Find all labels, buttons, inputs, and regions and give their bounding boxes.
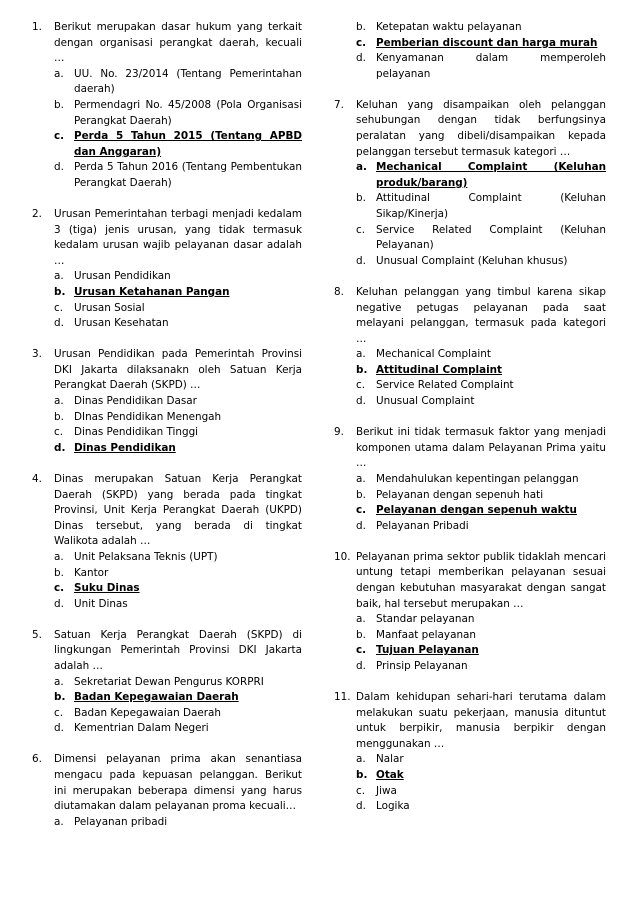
option-letter: d. bbox=[356, 52, 366, 65]
option-text: Urusan Kesehatan bbox=[74, 317, 169, 330]
option-letter: a. bbox=[54, 550, 64, 563]
answer-options bbox=[334, 160, 606, 269]
question-number: 7. bbox=[334, 98, 344, 111]
option-letter: a. bbox=[54, 67, 64, 80]
answer-option bbox=[54, 815, 302, 831]
question-number: 11. bbox=[334, 691, 351, 704]
option-text: Unusual Complaint (Keluhan khusus) bbox=[376, 254, 568, 267]
question-stem bbox=[32, 628, 302, 675]
answer-option bbox=[54, 425, 302, 441]
question-text: Urusan Pendidikan pada Pemerintah Provinsi DKI Jakarta dilaksanakn oleh Satuan Kerja Perangkat Daerah (SKPD) … bbox=[54, 348, 302, 392]
answer-options bbox=[334, 20, 606, 82]
option-letter: c. bbox=[54, 706, 64, 719]
answer-options bbox=[32, 67, 302, 192]
option-text: Pemberian discount dan harga murah bbox=[376, 36, 598, 49]
option-text: Mechanical Complaint bbox=[376, 348, 491, 361]
option-letter: d. bbox=[54, 597, 64, 610]
answer-option bbox=[54, 550, 302, 566]
option-text: Kementrian Dalam Negeri bbox=[74, 722, 209, 735]
answer-option bbox=[356, 752, 606, 768]
question-stem bbox=[32, 20, 302, 67]
answer-options bbox=[334, 752, 606, 814]
option-letter: d. bbox=[54, 317, 64, 330]
option-letter: b. bbox=[54, 286, 66, 298]
answer-option bbox=[356, 51, 606, 82]
answer-option bbox=[54, 98, 302, 129]
option-letter: c. bbox=[356, 223, 366, 236]
option-letter: a. bbox=[54, 270, 64, 283]
answer-options bbox=[334, 347, 606, 409]
answer-option bbox=[356, 378, 606, 394]
option-text: Attitudinal Complaint bbox=[376, 363, 503, 376]
option-text: Urusan Sosial bbox=[74, 301, 145, 314]
option-letter: d. bbox=[356, 395, 366, 408]
question-number: 4. bbox=[32, 472, 42, 485]
answer-option bbox=[54, 721, 302, 737]
question-number: 1. bbox=[32, 21, 42, 33]
option-text: Pelayanan Pribadi bbox=[376, 519, 469, 532]
question-item bbox=[32, 628, 302, 737]
option-text: Service Related Complaint (Keluhan Pelayanan) bbox=[376, 223, 606, 252]
answer-options bbox=[334, 612, 606, 674]
option-text: Service Related Complaint bbox=[376, 379, 514, 392]
option-letter: b. bbox=[356, 628, 366, 641]
answer-option-correct bbox=[54, 441, 302, 457]
option-text: Badan Kepegawaian Daerah bbox=[74, 706, 221, 719]
question-text: Berikut merupakan dasar hukum yang terkait dengan organisasi perangkat daerah, kecuali … bbox=[54, 21, 302, 65]
answer-option-correct bbox=[356, 363, 606, 379]
answer-option-correct bbox=[356, 503, 606, 519]
answer-option bbox=[356, 612, 606, 628]
question-item bbox=[334, 425, 606, 534]
question-number: 8. bbox=[334, 285, 344, 298]
question-text: Keluhan yang disampaikan oleh pelanggan sehubungan dengan tidak berfungsinya peralatan yang dibeli/disampaikan kepada pelanggan tersebut termasuk kategori … bbox=[356, 98, 606, 158]
question-stem bbox=[334, 285, 606, 347]
left-column bbox=[32, 20, 302, 846]
option-text: Prinsip Pelayanan bbox=[376, 659, 468, 672]
answer-option bbox=[356, 799, 606, 815]
answer-options bbox=[334, 472, 606, 534]
answer-option bbox=[356, 519, 606, 535]
answer-option-correct bbox=[54, 129, 302, 160]
question-stem bbox=[334, 690, 606, 752]
answer-option bbox=[356, 659, 606, 675]
question-text: Satuan Kerja Perangkat Daerah (SKPD) di lingkungan Pemerintah Provinsi DKI Jakarta adalah … bbox=[54, 628, 302, 672]
option-letter: d. bbox=[356, 254, 366, 267]
answer-option-correct bbox=[54, 581, 302, 597]
option-text: Permendagri No. 45/2008 (Pola Organisasi Perangkat Daerah) bbox=[74, 98, 302, 127]
option-letter: b. bbox=[356, 769, 368, 782]
question-text: Urusan Pemerintahan terbagi menjadi kedalam 3 (tiga) jenis urusan, yang tidak termasuk kedalam urusan wajib pelayanan dasar adalah … bbox=[54, 208, 302, 267]
option-text: Sekretariat Dewan Pengurus KORPRI bbox=[74, 675, 264, 688]
answer-option-correct bbox=[356, 160, 606, 191]
option-text: Ketepatan waktu pelayanan bbox=[376, 21, 522, 33]
option-text: Pelayanan dengan sepenuh waktu bbox=[376, 504, 577, 517]
option-letter: d. bbox=[356, 519, 366, 532]
answer-option bbox=[54, 160, 302, 191]
option-letter: a. bbox=[54, 675, 64, 688]
question-stem bbox=[32, 472, 302, 550]
option-letter: b. bbox=[54, 410, 64, 423]
option-letter: b. bbox=[356, 21, 366, 33]
option-letter: c. bbox=[356, 644, 367, 657]
answer-option bbox=[356, 628, 606, 644]
option-letter: c. bbox=[356, 784, 366, 797]
option-text: Perda 5 Tahun 2015 (Tentang APBD dan Anggaran) bbox=[74, 130, 302, 158]
option-letter: b. bbox=[54, 566, 64, 579]
answer-option bbox=[356, 784, 606, 800]
option-text: Logika bbox=[376, 800, 410, 813]
answer-options bbox=[32, 394, 302, 456]
answer-option bbox=[54, 269, 302, 285]
option-letter: a. bbox=[356, 613, 366, 626]
answer-option bbox=[356, 472, 606, 488]
option-letter: a. bbox=[54, 815, 64, 828]
option-text: Jiwa bbox=[376, 784, 397, 797]
option-letter: a. bbox=[54, 395, 64, 408]
option-text: Suku Dinas bbox=[74, 582, 140, 595]
question-text: Dinas merupakan Satuan Kerja Perangkat Daerah (SKPD) yang berada pada tingkat Provinsi, Unit Kerja Perangkat Daerah (UKPD) Dinas tersebut, yang berada di tingkat Walikota adalah … bbox=[54, 472, 302, 548]
answer-option bbox=[356, 20, 606, 36]
option-text: Perda 5 Tahun 2016 (Tentang Pembentukan Perangkat Daerah) bbox=[74, 161, 302, 189]
question-item bbox=[32, 347, 302, 456]
question-text: Dimensi pelayanan prima akan senantiasa mengacu pada kepuasan pelanggan. Berikut ini merupakan beberapa dimensi yang harus diutamakan dalam pelayanan proma kecuali… bbox=[54, 753, 302, 813]
option-text: Tujuan Pelayanan bbox=[376, 644, 479, 657]
question-number: 2. bbox=[32, 208, 42, 221]
option-letter: d. bbox=[54, 722, 64, 735]
option-text: Standar pelayanan bbox=[376, 613, 475, 626]
question-stem bbox=[334, 425, 606, 472]
answer-options bbox=[32, 675, 302, 737]
question-6-continued bbox=[334, 20, 606, 82]
option-text: Attitudinal Complaint (Keluhan Sikap/Kinerja) bbox=[376, 192, 606, 221]
option-letter: c. bbox=[54, 582, 65, 595]
right-column bbox=[334, 20, 606, 830]
option-letter: d. bbox=[54, 441, 66, 454]
question-item bbox=[32, 207, 302, 332]
option-text: Mendahulukan kepentingan pelanggan bbox=[376, 472, 579, 485]
question-stem bbox=[32, 207, 302, 269]
answer-options bbox=[32, 550, 302, 612]
question-item bbox=[32, 472, 302, 612]
option-text: Mechanical Complaint (Keluhan produk/barang) bbox=[376, 161, 606, 189]
answer-option-correct bbox=[54, 285, 302, 301]
option-text: Dinas Pendidikan bbox=[74, 441, 176, 454]
option-text: Kantor bbox=[74, 566, 109, 579]
question-text: Keluhan pelanggan yang timbul karena sikap negative petugas pelayanan pada saat melayani pelanggan, termasuk pada kategori … bbox=[356, 285, 606, 345]
question-stem bbox=[32, 347, 302, 394]
question-number: 10. bbox=[334, 550, 351, 563]
question-text: Dalam kehidupan sehari-hari terutama dalam melakukan suatu pekerjaan, manusia dituntut untuk berpikir, manusia berpikir dengan menggunakan … bbox=[356, 691, 606, 750]
question-number: 3. bbox=[32, 348, 42, 361]
question-item bbox=[334, 285, 606, 410]
option-text: UU. No. 23/2014 (Tentang Pemerintahan daerah) bbox=[74, 67, 302, 96]
option-text: Pelayanan dengan sepenuh hati bbox=[376, 488, 544, 501]
option-text: Unit Pelaksana Teknis (UPT) bbox=[74, 550, 218, 563]
question-number: 6. bbox=[32, 753, 42, 766]
answer-option bbox=[54, 675, 302, 691]
answer-option-correct bbox=[356, 643, 606, 659]
option-letter: b. bbox=[356, 363, 368, 376]
option-letter: c. bbox=[54, 426, 64, 439]
answer-option-correct bbox=[54, 690, 302, 706]
option-text: Dinas Pendidikan Dasar bbox=[74, 395, 197, 408]
answer-option bbox=[54, 566, 302, 582]
option-text: Dinas Pendidikan Tinggi bbox=[74, 426, 199, 439]
answer-option bbox=[54, 301, 302, 317]
option-text: Nalar bbox=[376, 753, 404, 766]
question-stem bbox=[32, 752, 302, 814]
option-letter: c. bbox=[54, 130, 65, 143]
question-stem bbox=[334, 550, 606, 612]
option-letter: d. bbox=[356, 659, 366, 672]
option-letter: c. bbox=[54, 301, 64, 314]
option-letter: a. bbox=[356, 348, 366, 361]
option-letter: c. bbox=[356, 36, 367, 49]
answer-option bbox=[54, 706, 302, 722]
option-text: Unit Dinas bbox=[74, 597, 128, 610]
question-stem bbox=[334, 98, 606, 160]
option-letter: b. bbox=[356, 192, 366, 205]
question-text: Pelayanan prima sektor publik tidaklah mencari untung tetapi memberikan pelayanan sesuai dengan kebutuhan masyarakat dengan sangat baik, hal tersebut merupakan … bbox=[356, 550, 606, 610]
question-item bbox=[334, 98, 606, 270]
option-letter: b. bbox=[54, 691, 66, 704]
question-item bbox=[32, 20, 302, 192]
answer-option bbox=[356, 394, 606, 410]
option-text: Manfaat pelayanan bbox=[376, 628, 476, 641]
answer-option bbox=[356, 254, 606, 270]
answer-option-correct bbox=[356, 36, 606, 52]
option-text: Urusan Pendidikan bbox=[74, 270, 171, 283]
option-letter: a. bbox=[356, 161, 367, 174]
question-item bbox=[334, 550, 606, 675]
answer-option bbox=[356, 223, 606, 254]
answer-option bbox=[356, 191, 606, 222]
option-text: DInas Pendidikan Menengah bbox=[74, 410, 222, 423]
option-letter: a. bbox=[356, 472, 366, 485]
answer-option bbox=[54, 394, 302, 410]
question-number: 9. bbox=[334, 426, 344, 439]
answer-options bbox=[32, 269, 302, 331]
question-item bbox=[32, 752, 302, 830]
option-letter: b. bbox=[356, 488, 366, 501]
answer-option bbox=[54, 410, 302, 426]
answer-option bbox=[54, 597, 302, 613]
answer-option bbox=[54, 316, 302, 332]
answer-options bbox=[32, 815, 302, 831]
option-letter: c. bbox=[356, 379, 366, 392]
answer-option bbox=[356, 347, 606, 363]
option-letter: a. bbox=[356, 753, 366, 766]
option-letter: b. bbox=[54, 98, 64, 111]
option-letter: d. bbox=[54, 161, 64, 174]
option-letter: d. bbox=[356, 800, 366, 813]
option-letter: c. bbox=[356, 504, 367, 517]
question-item bbox=[334, 690, 606, 815]
question-number: 5. bbox=[32, 628, 42, 641]
option-text: Kenyamanan dalam memperoleh pelayanan bbox=[376, 52, 606, 80]
question-text: Berikut ini tidak termasuk faktor yang menjadi komponen utama dalam Pelayanan Prima yaitu … bbox=[356, 426, 606, 470]
option-text: Badan Kepegawaian Daerah bbox=[74, 691, 239, 704]
answer-option-correct bbox=[356, 768, 606, 784]
answer-option bbox=[356, 488, 606, 504]
option-text: Otak bbox=[376, 769, 404, 782]
option-text: Pelayanan pribadi bbox=[74, 815, 168, 828]
answer-option bbox=[54, 67, 302, 98]
option-text: Unusual Complaint bbox=[376, 395, 475, 408]
option-text: Urusan Ketahanan Pangan bbox=[74, 286, 230, 298]
